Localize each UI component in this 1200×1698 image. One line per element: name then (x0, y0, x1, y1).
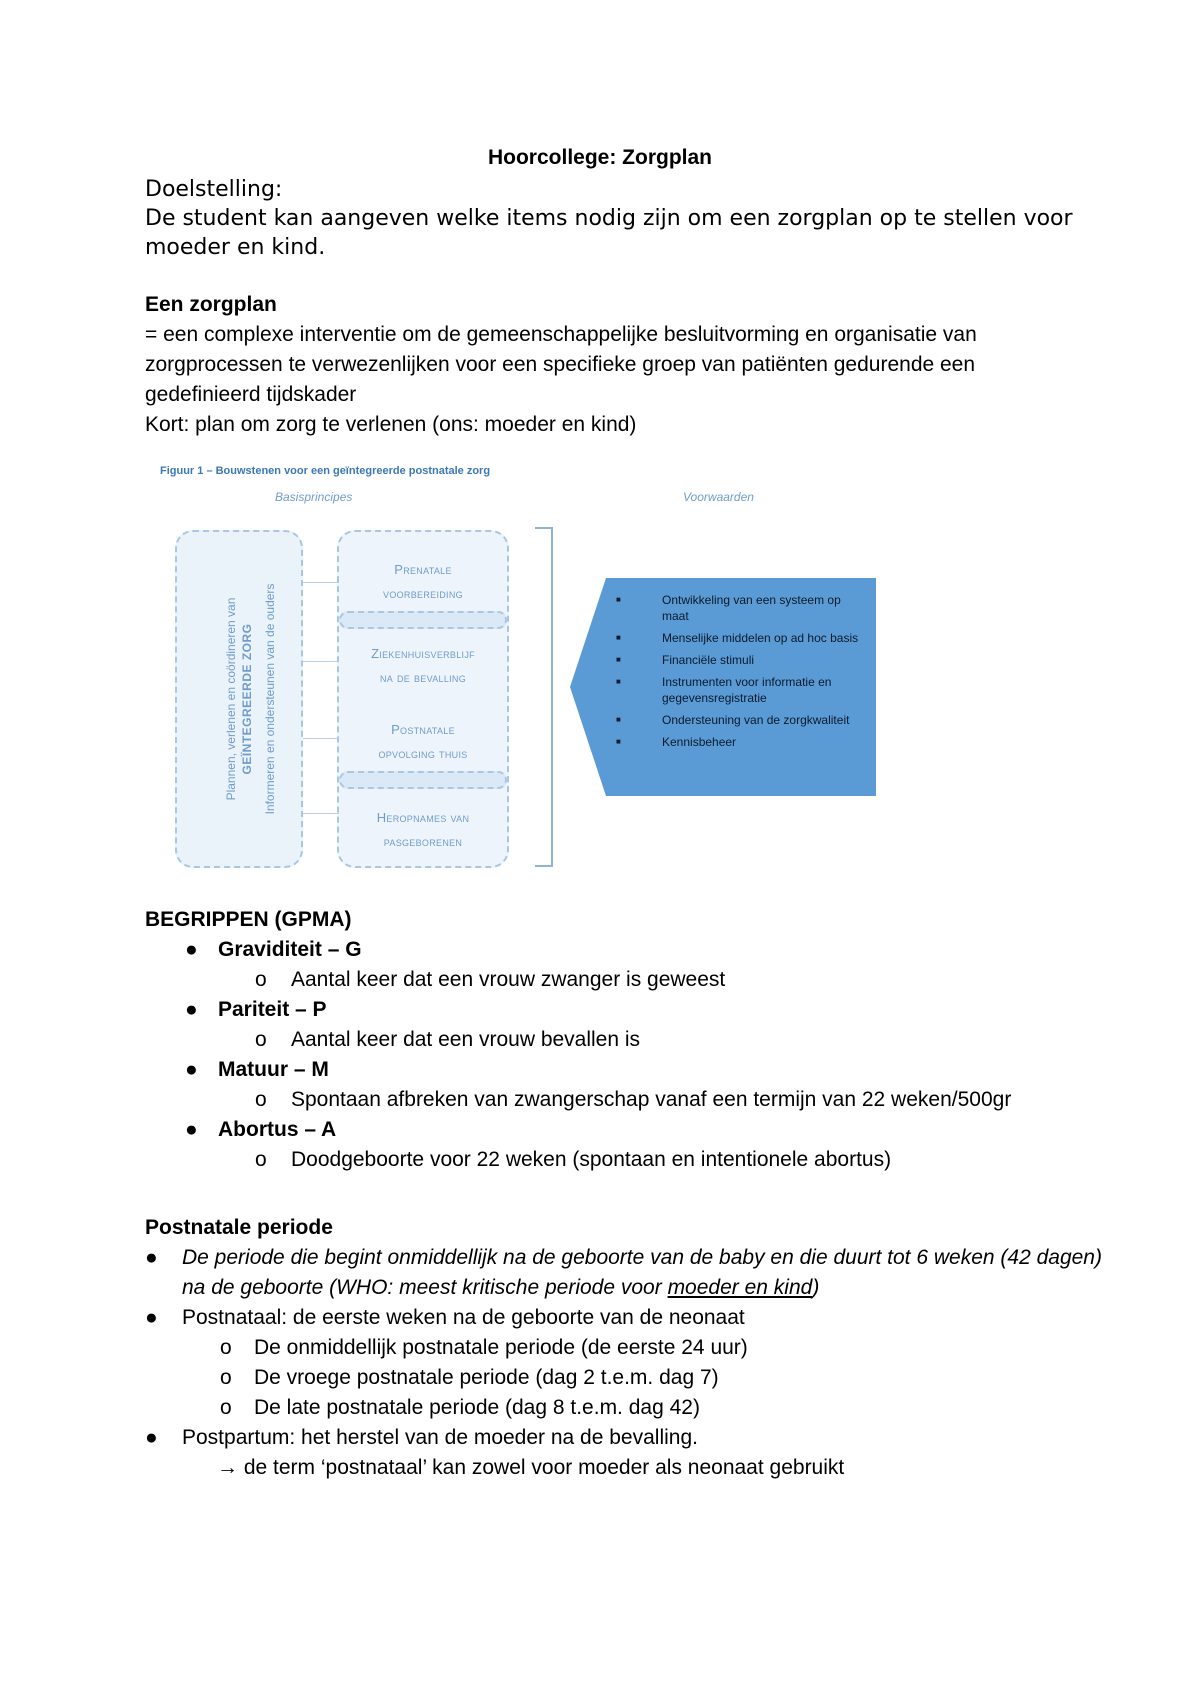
postnatal-definition-close: ) (812, 1276, 820, 1299)
condition-item: ■ Instrumenten voor informatie en gegevensregistratie (616, 674, 866, 706)
connector-1 (303, 582, 339, 583)
goal-text: De student kan aangeven welke items nodig zijn om een zorgplan op te stellen voor moeder en kind. (145, 206, 1073, 260)
stage-divider-1 (339, 611, 507, 629)
circle-bullet-icon: o (220, 1366, 232, 1389)
stage-divider-2 (339, 771, 507, 789)
postnatal-definition-text: De periode die begint onmiddellijk na de geboorte van de baby en die duurt tot 6 weken (42 dagen) na de geboorte (WHO: meest kritische periode voor (182, 1246, 1102, 1299)
gpma-desc-p (145, 1025, 1105, 1055)
zorgplan-short: Kort: plan om zorg te verlenen (ons: moeder en kind) (145, 413, 637, 436)
lane-parents (250, 530, 290, 868)
circle-bullet-icon: o (255, 1148, 267, 1171)
bullet-icon: ● (145, 1246, 158, 1269)
lane-integrated-care-line1: Plannen, verlenen en coördineren van (224, 597, 238, 801)
stage-home (339, 718, 507, 766)
document-title: Hoorcollege: Zorgplan (487, 146, 712, 169)
stage-home-line1: Postnatale (391, 722, 455, 737)
postnatal-definition (145, 1243, 1105, 1303)
lane-integrated-care-line2: GEÏNTEGREERDE ZORG (240, 623, 254, 775)
bullet-icon: ● (185, 938, 198, 961)
figure-bracket (535, 527, 553, 867)
circle-bullet-icon: o (255, 968, 267, 991)
bullet-icon: ● (185, 1118, 198, 1141)
stage-prenatal (339, 558, 507, 606)
period-item (145, 1333, 1105, 1363)
stage-prenatal-line1: Prenatale (394, 562, 452, 577)
postnatal-heading: Postnatale periode (145, 1216, 333, 1239)
gpma-desc-g (145, 965, 1105, 995)
gpma-desc-m (145, 1085, 1105, 1115)
postnatal-definition-underline: moeder en kind (667, 1276, 813, 1299)
circle-bullet-icon: o (255, 1028, 267, 1051)
postnataal-note (145, 1453, 1105, 1483)
condition-item: ■ Menselijke middelen op ad hoc basis (616, 630, 866, 646)
postpartum-item (145, 1423, 1105, 1453)
goal-section (145, 175, 1085, 262)
stage-home-line2: opvolging thuis (378, 746, 468, 761)
period-text: De late postnatale periode (dag 8 t.e.m. dag 42) (254, 1396, 700, 1419)
gpma-heading: BEGRIPPEN (GPMA) (145, 908, 352, 931)
zorgplan-definition: = een complexe interventie om de gemeenschappelijke besluitvorming en organisatie van zorgprocessen te verwezenlijken voor een specifieke groep van patiënten gedurende een gedefinieerd tijdskader (145, 323, 977, 406)
zorgplan-heading: Een zorgplan (145, 293, 277, 316)
postnataal-note-text: de term ‘postnataal’ kan zowel voor moeder als neonaat gebruikt (243, 1456, 845, 1479)
bullet-icon: ● (185, 998, 198, 1021)
condition-item: ■ Ondersteuning van de zorgkwaliteit (616, 712, 866, 728)
circle-bullet-icon: o (220, 1336, 232, 1359)
figure-col-left: Basisprincipes (275, 490, 353, 504)
conditions-list (616, 592, 866, 756)
stage-readmission-line2: pasgeborenen (383, 834, 463, 849)
connector-2 (303, 661, 339, 662)
figure-caption: Figuur 1 – Bouwstenen voor een geïntegreerde postnatale zorg (160, 465, 491, 477)
period-text: De vroege postnatale periode (dag 2 t.e.m. dag 7) (254, 1366, 719, 1389)
stage-hospital-line1: Ziekenhuisverblijf (371, 646, 475, 661)
gpma-desc-m-text: Spontaan afbreken van zwangerschap vanaf een termijn van 22 weken/500gr (291, 1088, 1012, 1111)
connector-4 (303, 813, 339, 814)
stage-hospital (339, 642, 507, 690)
bullet-icon: ● (145, 1306, 158, 1329)
gpma-term-p (145, 995, 1105, 1025)
period-text: De onmiddellijk postnatale periode (de eerste 24 uur) (254, 1336, 748, 1359)
goal-label: Doelstelling: (145, 177, 283, 202)
stage-readmission (339, 806, 507, 854)
gpma-desc-p-text: Aantal keer dat een vrouw bevallen is (291, 1028, 641, 1051)
figure-col-right: Voorwaarden (683, 490, 754, 504)
postnatal-section (145, 1213, 1105, 1483)
gpma-section (145, 905, 1105, 1175)
zorgplan-section (145, 290, 1085, 440)
postnataal-text: Postnataal: de eerste weken na de geboorte van de neonaat (182, 1306, 745, 1329)
postpartum-text: Postpartum: het herstel van de moeder na de bevalling. (182, 1426, 698, 1449)
circle-bullet-icon: o (255, 1088, 267, 1111)
gpma-term-a (145, 1115, 1105, 1145)
gpma-term-g-text: Graviditeit – G (218, 938, 362, 961)
stage-readmission-line1: Heropnames van (376, 810, 470, 825)
period-item (145, 1363, 1105, 1393)
gpma-term-p-text: Pariteit – P (218, 998, 327, 1021)
gpma-term-m (145, 1055, 1105, 1085)
lane-parents-text: Informeren en ondersteunen van de ouders (263, 583, 277, 815)
connector-3 (303, 738, 339, 739)
bullet-icon: ● (185, 1058, 198, 1081)
circle-bullet-icon: o (220, 1396, 232, 1419)
arrow-right-icon: → (217, 1456, 238, 1479)
condition-item: ■ Kennisbeheer (616, 734, 866, 750)
gpma-term-a-text: Abortus – A (218, 1118, 337, 1141)
period-item (145, 1393, 1105, 1423)
stage-prenatal-line2: voorbereiding (383, 586, 463, 601)
gpma-desc-a-text: Doodgeboorte voor 22 weken (spontaan en intentionele abortus) (291, 1148, 892, 1171)
bullet-icon: ● (145, 1426, 158, 1449)
gpma-term-g (145, 935, 1105, 965)
postnataal-item (145, 1303, 1105, 1333)
stage-hospital-line2: na de bevalling (379, 670, 467, 685)
condition-item: ■ Ontwikkeling van een systeem op maat (616, 592, 866, 624)
gpma-desc-g-text: Aantal keer dat een vrouw zwanger is geweest (291, 968, 726, 991)
gpma-term-m-text: Matuur – M (218, 1058, 329, 1081)
gpma-desc-a (145, 1145, 1105, 1175)
condition-item: ■ Financiële stimuli (616, 652, 866, 668)
